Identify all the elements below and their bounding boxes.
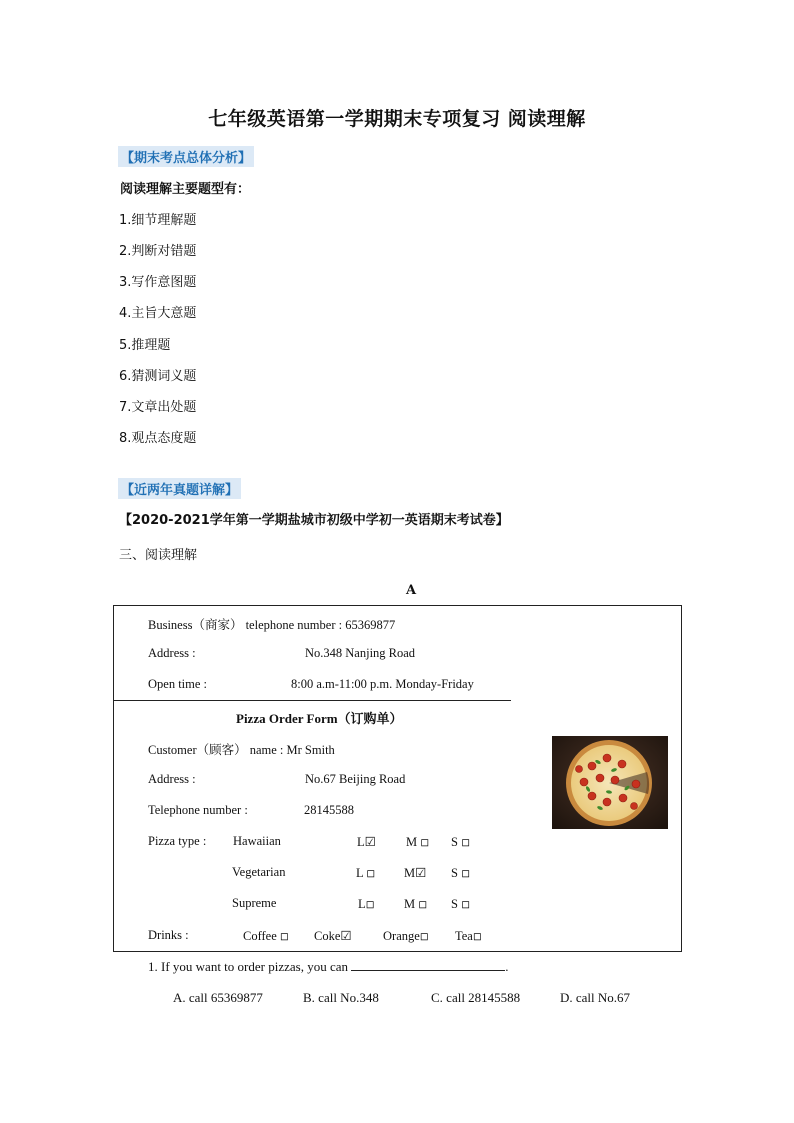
pizza-type-label: Pizza type : [148, 834, 207, 848]
business-phone: Business（商家） telephone number : 65369877 [148, 618, 396, 632]
drink-option: Orange◽ [383, 929, 429, 943]
passage-label: A [405, 583, 417, 598]
open-time-label: Open time : [148, 677, 208, 691]
customer-name: Customer（顾客） name : Mr Smith [148, 743, 335, 757]
question-type-item: 6.猜测词义题 [119, 369, 197, 384]
question-stem: 1. If you want to order pizzas, you can [148, 959, 348, 974]
customer-phone-value: 28145588 [304, 803, 354, 817]
question-type-item: 1.细节理解题 [119, 213, 197, 228]
size-option-L: L◽ [358, 897, 375, 911]
page-title: 七年级英语第一学期期末专项复习 阅读理解 [208, 108, 586, 130]
customer-phone-label: Telephone number : [148, 803, 248, 817]
size-option-S: S ◽ [451, 897, 471, 911]
answer-blank [351, 959, 505, 971]
pizza-image [552, 736, 668, 829]
question-type-item: 3.写作意图题 [119, 275, 197, 290]
section-tag-real-exam: 【近两年真题详解】 [118, 478, 241, 499]
question-type-item: 5.推理题 [119, 338, 171, 353]
question-types-heading: 阅读理解主要题型有： [120, 182, 251, 197]
customer-address-value: No.67 Beijing Road [305, 772, 406, 786]
open-time-value: 8:00 a.m-11:00 p.m. Monday-Friday [291, 677, 474, 691]
question-type-item: 8.观点态度题 [119, 431, 197, 446]
size-option-L: L ◽ [356, 866, 376, 880]
size-option-S: S ◽ [451, 835, 471, 849]
drink-option: Tea◽ [455, 929, 483, 943]
option-d: D. call No.67 [560, 990, 631, 1005]
drinks-label: Drinks : [148, 928, 189, 942]
pizza-name: Supreme [232, 896, 277, 910]
section-label: 三、阅读理解 [119, 548, 198, 563]
box-divider [113, 700, 511, 701]
pizza-name: Hawaiian [233, 834, 281, 848]
size-option-S: S ◽ [451, 866, 471, 880]
size-option-L: L☑ [357, 835, 376, 849]
order-form-title: Pizza Order Form（订购单） [236, 711, 403, 726]
section-tag-analysis: 【期末考点总体分析】 [118, 146, 254, 167]
exam-title: 【2020-2021学年第一学期盐城市初级中学初一英语期末考试卷】 [119, 513, 509, 528]
option-b: B. call No.348 [303, 990, 379, 1005]
question-type-item: 2.判断对错题 [119, 244, 197, 259]
size-option-M: M ◽ [406, 835, 430, 849]
drink-option: Coke☑ [314, 929, 352, 943]
pizza-name: Vegetarian [232, 865, 286, 879]
option-c: C. call 28145588 [431, 990, 521, 1005]
business-address-label: Address : [148, 646, 196, 660]
size-option-M: M☑ [404, 866, 427, 880]
question-1 [148, 959, 509, 975]
option-a: A. call 65369877 [173, 990, 263, 1005]
business-address-value: No.348 Nanjing Road [305, 646, 416, 660]
question-type-item: 7.文章出处题 [119, 400, 197, 415]
size-option-M: M ◽ [404, 897, 428, 911]
customer-address-label: Address : [148, 772, 196, 786]
question-type-item: 4.主旨大意题 [119, 306, 197, 321]
question-stem-end: . [505, 959, 509, 974]
drink-option: Coffee ◽ [243, 929, 290, 943]
